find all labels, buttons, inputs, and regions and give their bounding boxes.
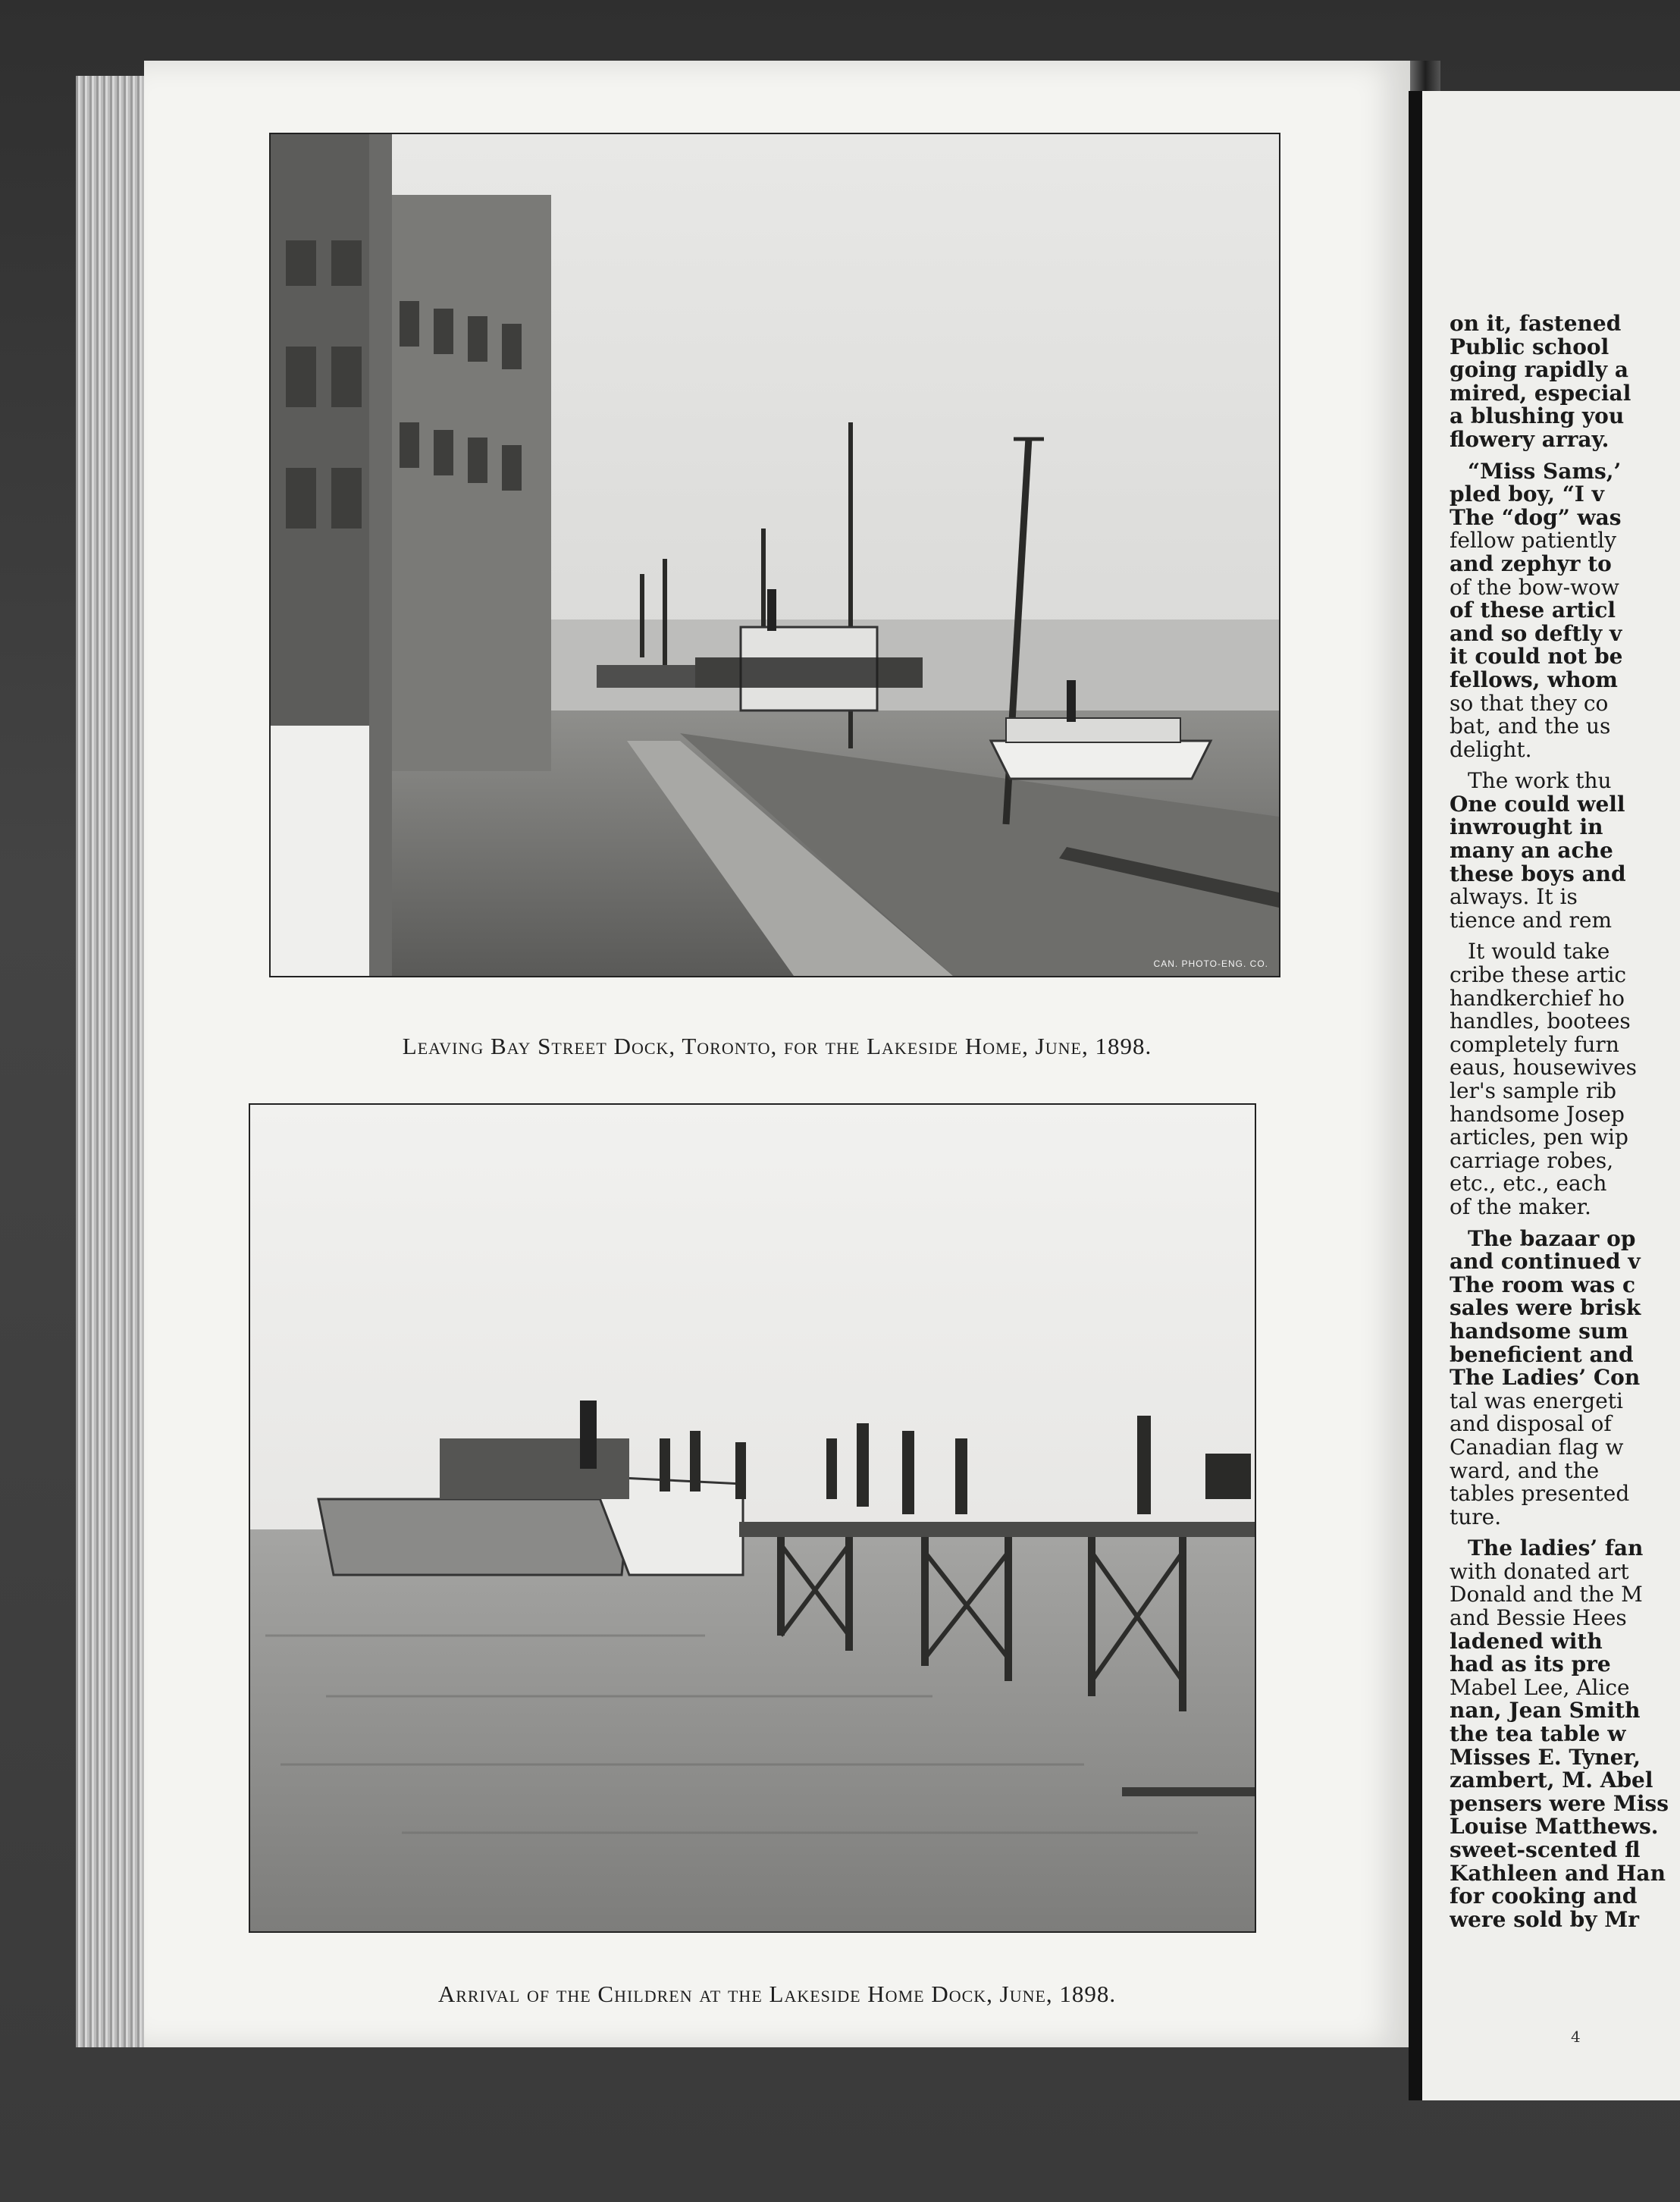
text-line: articles, pen wip: [1450, 1126, 1628, 1150]
text-line: handkerchief ho: [1450, 987, 1625, 1011]
photo-lakeside-home-dock: [249, 1103, 1256, 1933]
right-page-column: [1450, 312, 1680, 1931]
text-line: of the bow-wow: [1450, 576, 1619, 600]
paragraph-gap: [1450, 932, 1680, 940]
text-line: with donated art: [1450, 1560, 1629, 1584]
text-line: etc., etc., each: [1450, 1172, 1607, 1196]
text-line: “Miss Sams,’: [1468, 460, 1622, 484]
text-line: and Bessie Hees: [1450, 1607, 1627, 1630]
paragraph-gap: [1450, 761, 1680, 770]
text-line: mired, especial: [1450, 381, 1631, 406]
text-line: tience and rem: [1450, 908, 1613, 933]
text-line: Donald and the M: [1450, 1583, 1643, 1608]
text-line: many an ache: [1450, 839, 1613, 863]
text-line: handsome sum: [1450, 1319, 1628, 1344]
text-line: of the maker.: [1450, 1195, 1591, 1219]
text-line: The bazaar op: [1468, 1227, 1636, 1251]
text-line: completely furn: [1450, 1033, 1619, 1057]
text-line: tal was energeti: [1450, 1389, 1623, 1413]
text-line: and continued v: [1450, 1250, 1641, 1274]
text-line: pensers were Miss: [1450, 1792, 1669, 1816]
text-line: and zephyr to: [1450, 552, 1612, 576]
text-line: sales were brisk: [1450, 1297, 1641, 1320]
text-line: a blushing you: [1450, 405, 1625, 428]
text-line: One could well: [1450, 792, 1625, 817]
right-page: [1409, 91, 1680, 2100]
text-line: on it, fastened: [1450, 312, 1622, 336]
text-line: Kathleen and Han: [1450, 1862, 1666, 1886]
paragraph-gap: [1450, 1219, 1680, 1228]
text-line: had as its pre: [1450, 1653, 1611, 1677]
text-line: flowery array.: [1450, 428, 1609, 452]
text-line: It would take: [1468, 940, 1610, 965]
text-line: The Ladies’ Con: [1450, 1366, 1641, 1390]
text-line: zambert, M. Abel: [1450, 1769, 1653, 1793]
text-line: the tea table w: [1450, 1723, 1626, 1746]
text-line: always. It is: [1450, 886, 1578, 909]
text-line: The room was c: [1450, 1273, 1636, 1297]
text-line: were sold by Mr: [1450, 1908, 1639, 1932]
text-line: beneficient and: [1450, 1343, 1634, 1367]
text-line: going rapidly a: [1450, 359, 1629, 382]
text-line: ture.: [1450, 1505, 1502, 1529]
text-line: of these articl: [1450, 599, 1616, 623]
text-line: bat, and the us: [1450, 715, 1611, 739]
text-line: and so deftly v: [1450, 622, 1622, 646]
text-line: ladened with: [1450, 1630, 1603, 1654]
caption-lakeside-home-dock: Arrival of the Children at the Lakeside Home Dock, June, 1898.: [437, 1981, 1117, 2007]
paragraph-gap: [1450, 452, 1680, 460]
text-line: handsome Josep: [1450, 1103, 1625, 1127]
text-line: The “dog” was: [1450, 506, 1622, 530]
text-line: and disposal of: [1450, 1413, 1612, 1436]
text-line: sweet-scented fl: [1450, 1839, 1641, 1862]
text-line: these boys and: [1450, 862, 1626, 886]
text-line: carriage robes,: [1450, 1149, 1614, 1173]
photo-bay-street-dock-image: [271, 134, 1279, 976]
text-line: ward, and the: [1450, 1459, 1600, 1483]
page-number: 4: [1571, 2028, 1581, 2046]
photo-lakeside-home-dock-image: [250, 1105, 1255, 1931]
photo-credit: CAN. PHOTO-ENG. CO.: [1153, 958, 1268, 969]
text-line: fellows, whom: [1450, 668, 1618, 692]
text-line: Misses E. Tyner,: [1450, 1746, 1641, 1770]
text-line: tables presented: [1450, 1482, 1630, 1506]
text-line: The ladies’ fan: [1468, 1537, 1644, 1561]
text-line: Louise Matthews.: [1450, 1815, 1659, 1839]
text-line: The work thu: [1468, 770, 1612, 793]
text-line: Public school: [1450, 335, 1609, 359]
text-line: nan, Jean Smith: [1450, 1699, 1641, 1724]
caption-bay-street-dock: Leaving Bay Street Dock, Toronto, for the Lakeside Home, June, 1898.: [402, 1033, 1152, 1059]
photo-bay-street-dock: [269, 133, 1280, 977]
text-line: so that they co: [1450, 692, 1609, 716]
text-line: Canadian flag w: [1450, 1435, 1624, 1460]
text-line: delight.: [1450, 738, 1532, 762]
text-line: it could not be: [1450, 645, 1623, 669]
text-line: pled boy, “I v: [1450, 483, 1604, 507]
text-line: inwrought in: [1450, 816, 1603, 840]
text-line: Mabel Lee, Alice: [1450, 1676, 1630, 1700]
text-line: handles, bootees: [1450, 1010, 1631, 1034]
text-line: for cooking and: [1450, 1885, 1638, 1909]
text-line: cribe these artic: [1450, 964, 1627, 987]
text-line: fellow patiently: [1450, 529, 1617, 553]
page-stack-edge: [76, 76, 144, 2047]
text-line: ler's sample rib: [1450, 1080, 1617, 1103]
paragraph-gap: [1450, 1529, 1680, 1537]
text-line: eaus, housewives: [1450, 1056, 1638, 1080]
